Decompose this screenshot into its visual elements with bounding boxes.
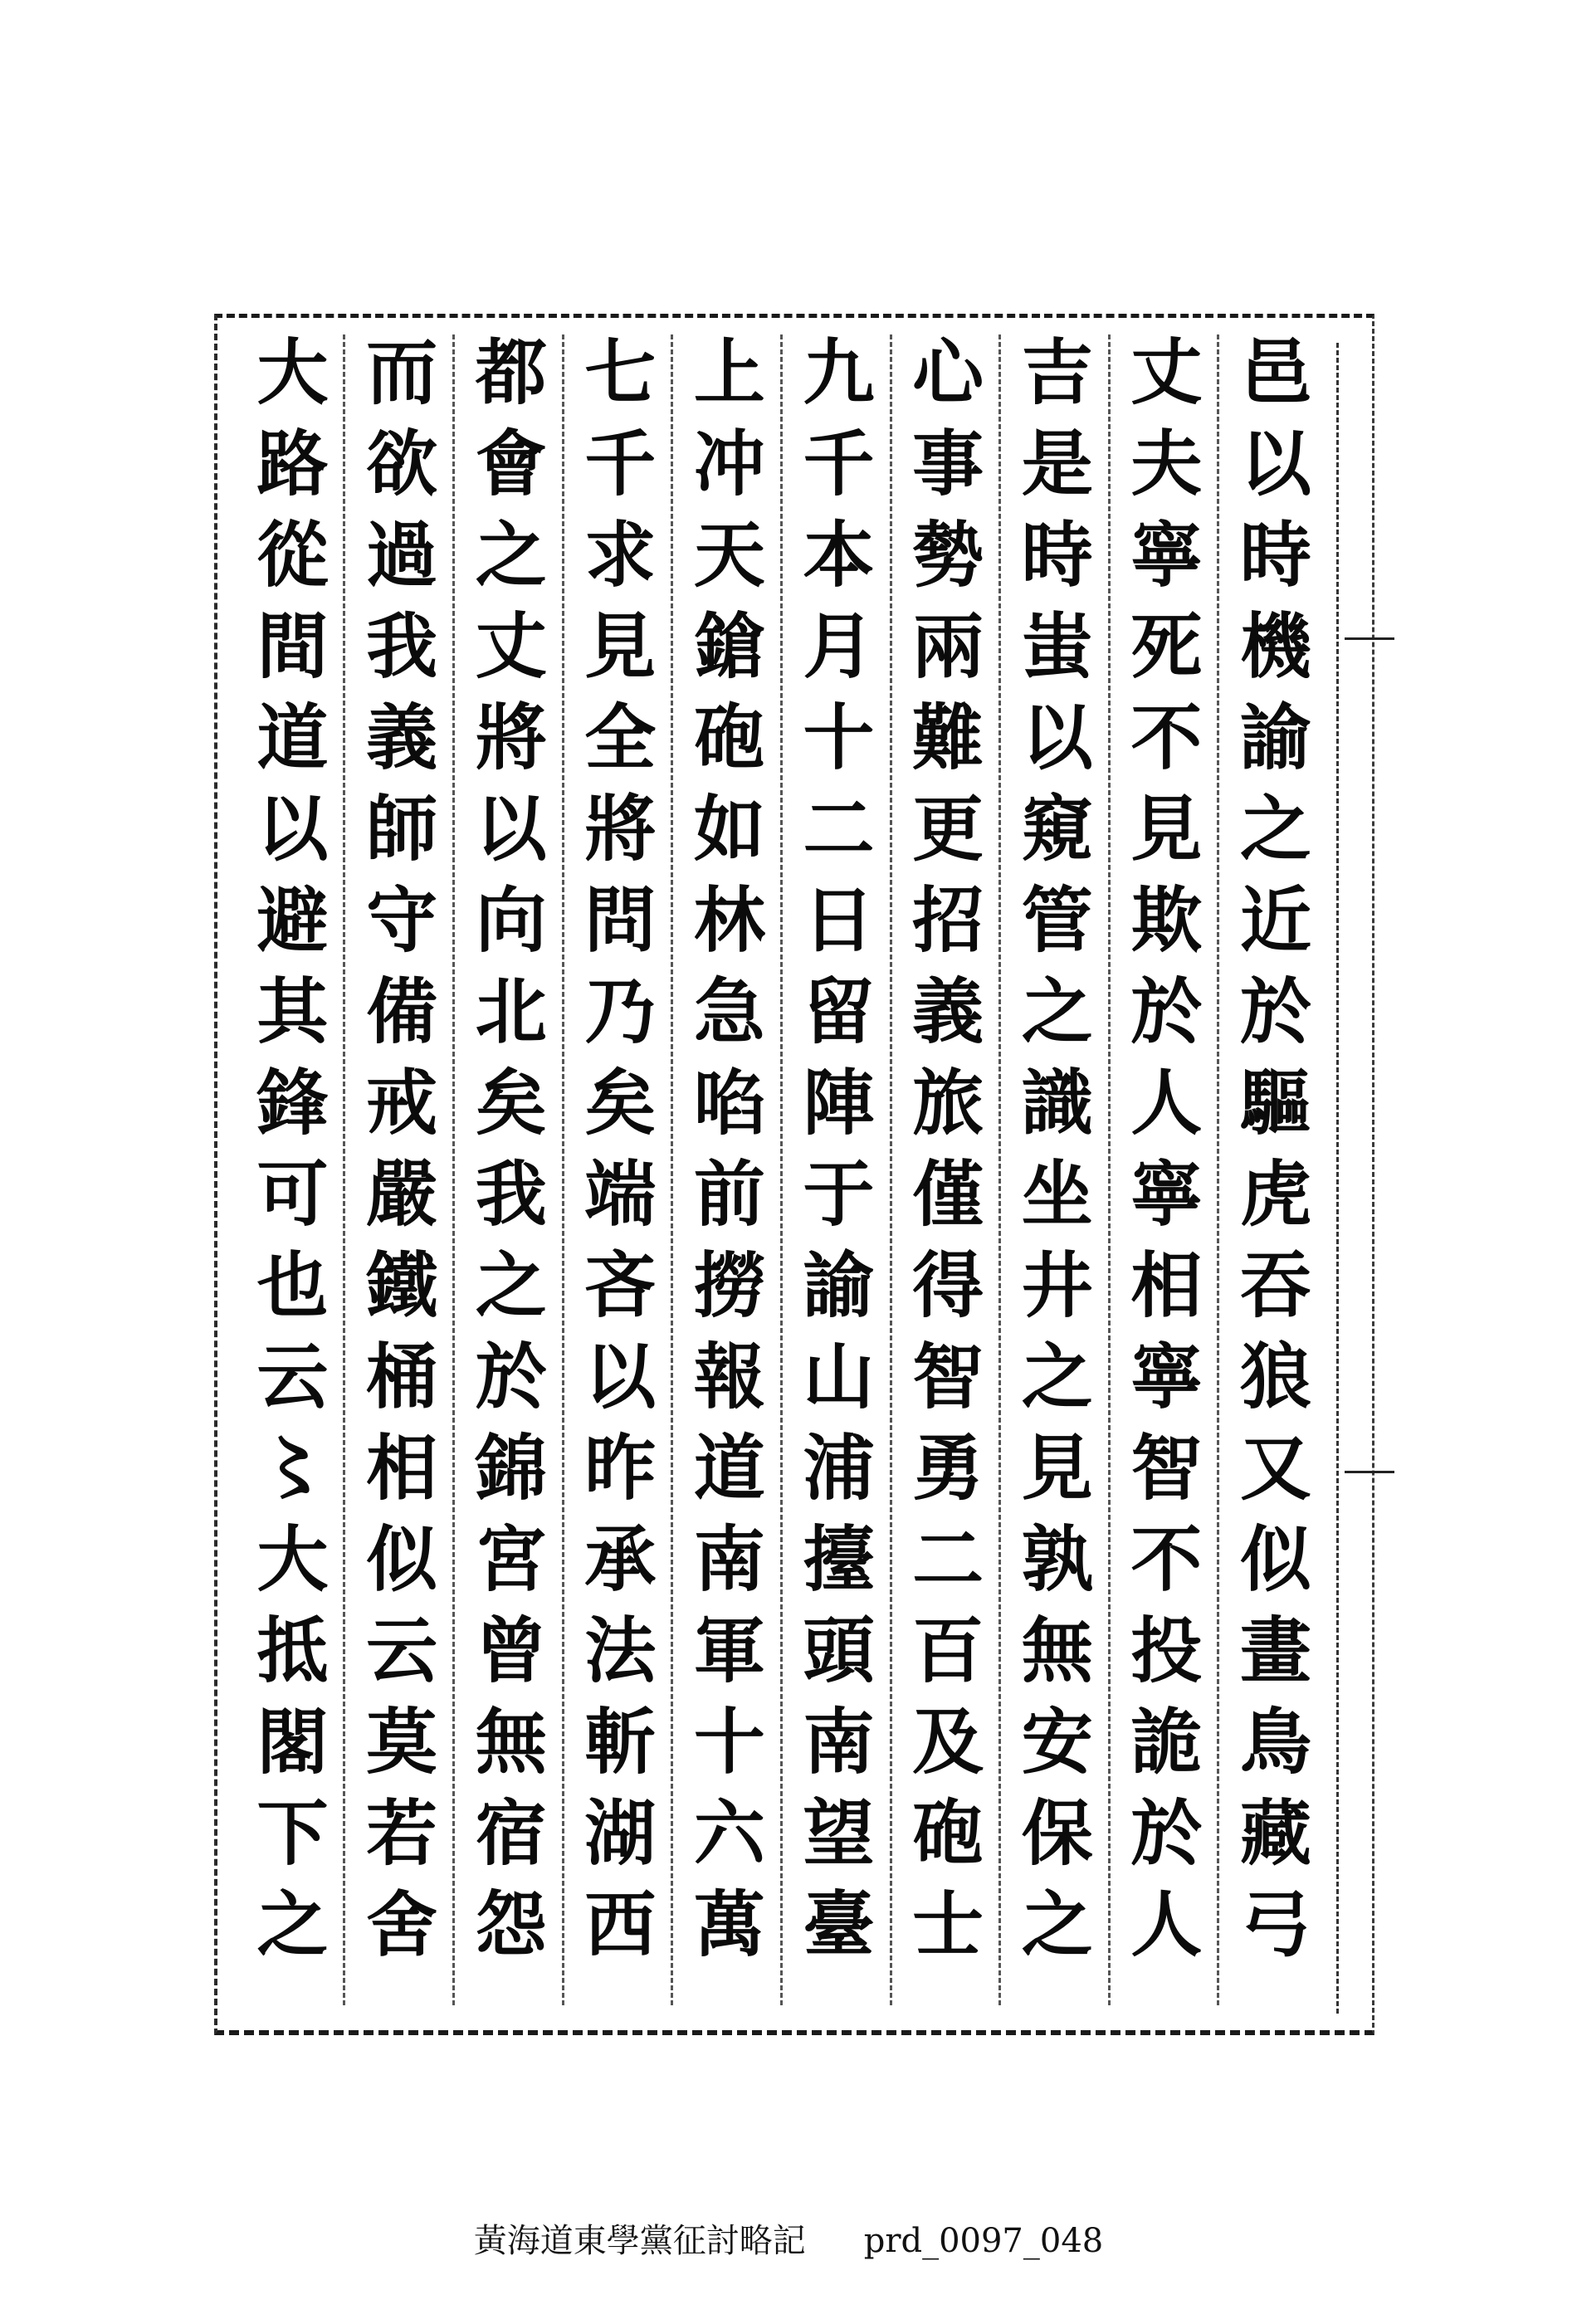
column-text: 大路從間道以避其鋒可也云〻大抵閣下之 bbox=[244, 334, 329, 1978]
column-text: 七千求見全將問乃矣端吝以昨承法斬湖西 bbox=[572, 334, 657, 1978]
text-column bbox=[780, 334, 890, 2005]
text-column bbox=[452, 334, 562, 2005]
text-columns bbox=[234, 334, 1326, 2005]
text-column bbox=[671, 334, 780, 2005]
column-text: 上冲天鎗砲如林急啗前撈報道南軍十六萬 bbox=[681, 334, 765, 1978]
text-column bbox=[890, 334, 999, 2005]
column-text: 而欲過我義師守備戒嚴鐵桶相似云莫若舍 bbox=[354, 334, 438, 1978]
column-text: 心事勢兩難更招義旅僅得智勇二百及砲士 bbox=[900, 334, 984, 1978]
text-column bbox=[1217, 334, 1326, 2005]
margin-tick-mark bbox=[1345, 1471, 1394, 1473]
text-column bbox=[1108, 334, 1218, 2005]
column-text: 吉是時蚩以窺管之識坐井之見孰無安保之 bbox=[1008, 334, 1093, 1978]
text-column bbox=[998, 334, 1108, 2005]
column-text: 九千本月十二日留陣于諭山浦擡頭南望臺 bbox=[790, 334, 875, 1978]
column-text: 都會之丈將以向北矣我之於錦宮曾無宿怨 bbox=[462, 334, 547, 1978]
column-text: 丈夫寧死不見欺於人寧相寧智不投詭於人 bbox=[1118, 334, 1203, 1978]
margin-tick-mark bbox=[1345, 637, 1394, 640]
manuscript-frame bbox=[214, 314, 1374, 2035]
text-column bbox=[234, 334, 343, 2005]
column-text: 邑以時機諭之近於驅虎吞狼又似畫鳥藏弓 bbox=[1227, 334, 1311, 1978]
page-footer bbox=[0, 2214, 1577, 2262]
frame-inner-rule bbox=[1336, 343, 1339, 2014]
text-column bbox=[562, 334, 671, 2005]
text-column bbox=[343, 334, 452, 2005]
footer-title: 黃海道東學黨征討略記 bbox=[473, 2222, 806, 2260]
footer-code: prd_0097_048 bbox=[863, 2222, 1104, 2260]
